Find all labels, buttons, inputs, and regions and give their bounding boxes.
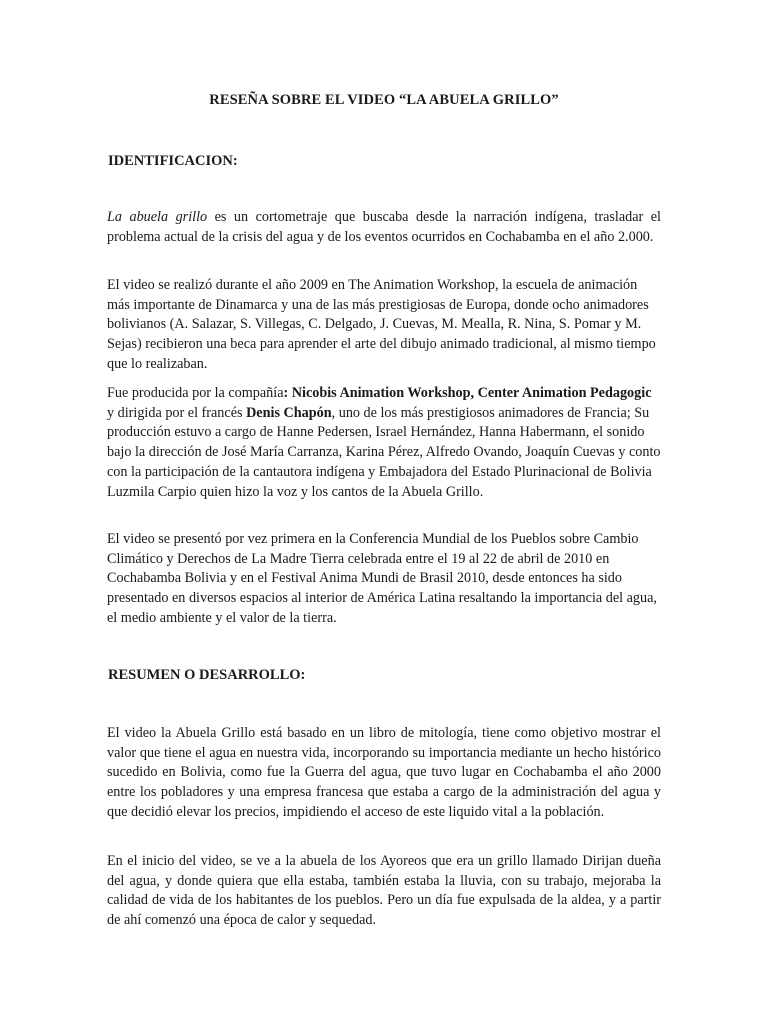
producers-lead: Fue producida por la compañía: [107, 385, 284, 401]
film-title-italic: La abuela grillo: [107, 209, 208, 225]
paragraph-intro-text: es un cortometraje que buscaba desde la narración indígena, trasladar el problema actual de la crisis del agua y de los eventos ocurridos en Cochabamba en el año 2.000.: [107, 209, 661, 245]
director-name: Denis Chapón: [246, 404, 332, 421]
paragraph-summary: El video la Abuela Grillo está basado en un libro de mitología, tiene como objetivo mostrar el valor que tiene el agua en nuestra vida, incorporando su importancia mediante un hecho histórico sucedido en Bolivia, como fue la Guerra del agua, que tuvo lugar en Cochabamba el año 2000 entre los pobladores y una empresa francesa que estaba a cargo de la administración del agua y que decidió elevar los precios, impidiendo el acceso de este liquido vital a la población.: [107, 725, 661, 820]
paragraph-producers: [107, 384, 661, 502]
section-heading-resumen: RESUMEN O DESARROLLO:: [108, 667, 306, 683]
producers-director-lead: y dirigida por el francés: [107, 404, 247, 421]
section-heading-identificacion: IDENTIFICACION:: [108, 153, 238, 169]
producers-rest: , uno de los más prestigiosos animadores de Francia; Su producción estuvo a cargo de Hanne Pedersen, Israel Hernández, Hanna Habermann, el sonido bajo la dirección de José María Carranza, Karina Pérez, Alfredo Ovando, Joaquín Cuevas y conto con la participación de la cantautora indígena y Embajadora del Estado Plurinacional de Bolivia Luzmila Carpio quien hizo la voz y los cantos de la Abuela Grillo.: [107, 404, 661, 500]
paragraph-beginning: En el inicio del video, se ve a la abuela de los Ayoreos que era un grillo llamado Dirijan dueña del agua, y donde quiera que ella estaba, también estaba la lluvia, con su trabajo, mejoraba la calidad de vida de los habitantes de los pueblos. Pero un día fue expulsada de la aldea, y a partir de ahí comenzó una época de calor y sequedad.: [107, 853, 661, 929]
document-title: RESEÑA SOBRE EL VIDEO “LA ABUELA GRILLO”: [209, 92, 559, 108]
paragraph-premiere: El video se presentó por vez primera en la Conferencia Mundial de los Pueblos sobre Cambio Climático y Derechos de La Madre Tierra celebrada entre el 19 al 22 de abril de 2010 en Cochabamba Bolivia y en el Festival Anima Mundi de Brasil 2010, desde entonces ha sido presentado en diversos espacios al interior de América Latina resaltando la importancia del agua, el medio ambiente y el valor de la tierra.: [107, 531, 657, 626]
producers-companies: : Nicobis Animation Workshop, Center Animation Pedagogic: [283, 385, 652, 401]
paragraph-production-place: El video se realizó durante el año 2009 en The Animation Workshop, la escuela de animación más importante de Dinamarca y una de las más prestigiosas de Europa, donde ocho animadores bolivianos (A. Salazar, S. Villegas, C. Delgado, J. Cuevas, M. Mealla, R. Nina, S. Pomar y M. Sejas) recibieron una beca para aprender el arte del dibujo animado tradicional, al mismo tiempo que lo realizaban.: [107, 277, 656, 372]
paragraph-intro: [107, 208, 661, 247]
